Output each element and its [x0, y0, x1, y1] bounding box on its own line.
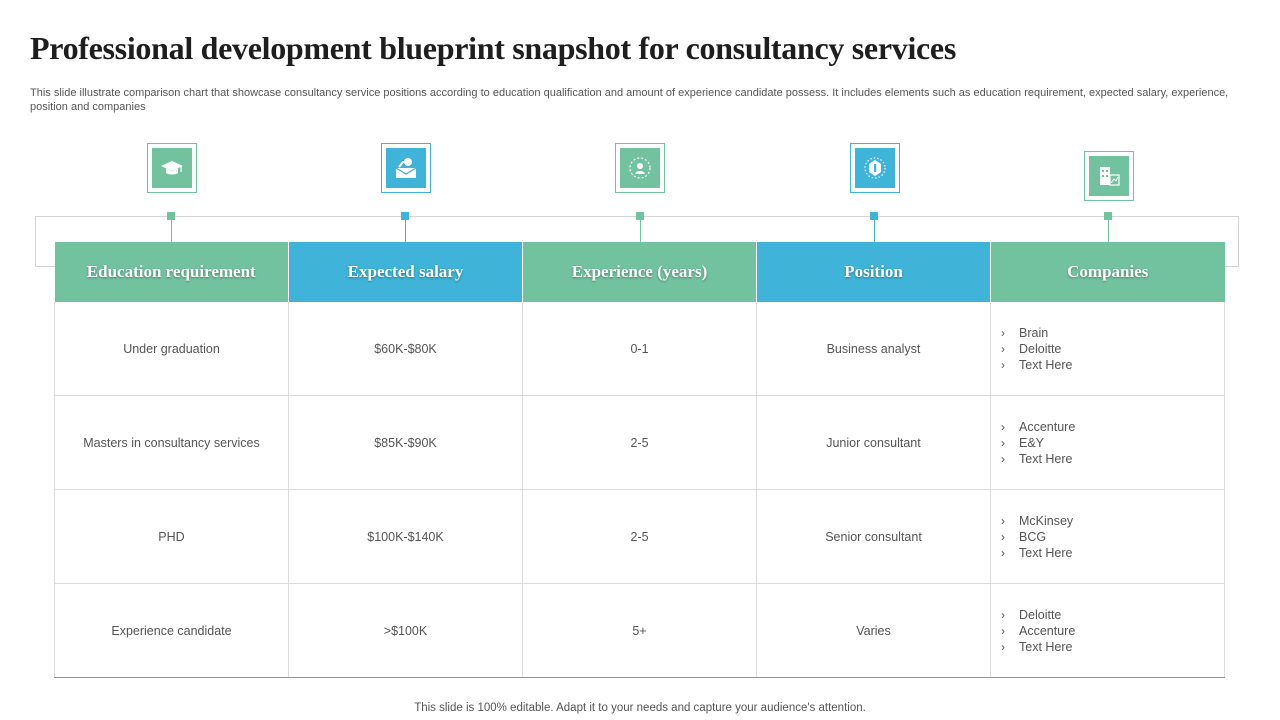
companies-cell: [991, 396, 1225, 490]
company-item: [1001, 341, 1224, 357]
company-name: Deloitte: [1019, 341, 1062, 356]
header-experience: Experience (years): [523, 242, 757, 302]
company-name: E&Y: [1019, 435, 1045, 450]
slide-title: Professional development blueprint snapshot for consultancy services: [30, 30, 956, 66]
position-cell: Junior consultant: [757, 396, 991, 490]
table-row: [55, 490, 1225, 584]
company-name: Brain: [1019, 325, 1049, 340]
graduation-cap-icon: [147, 143, 197, 193]
office-building-icon: [1084, 151, 1134, 201]
salary-cell: $60K-$80K: [289, 302, 523, 396]
company-item: [1001, 451, 1224, 467]
connector-dot: [870, 212, 878, 220]
connector-dot: [1104, 212, 1112, 220]
position-cell: Varies: [757, 584, 991, 678]
companies-list: [991, 607, 1224, 655]
company-name: Accenture: [1019, 623, 1076, 638]
chevron-right-icon: ›: [1001, 357, 1005, 372]
chevron-right-icon: ›: [1001, 419, 1005, 434]
company-name: Text Here: [1019, 545, 1073, 560]
chevron-right-icon: ›: [1001, 435, 1005, 450]
chevron-right-icon: ›: [1001, 623, 1005, 638]
position-cell: Business analyst: [757, 302, 991, 396]
position-cell: Senior consultant: [757, 490, 991, 584]
table-header-row: [55, 242, 1225, 302]
team-circle-icon: [615, 143, 665, 193]
table-row: [55, 584, 1225, 678]
table-row: [55, 302, 1225, 396]
education-cell: Masters in consultancy services: [55, 396, 289, 490]
company-item: [1001, 623, 1224, 639]
table-row: [55, 396, 1225, 490]
connector-dot: [167, 212, 175, 220]
connector-line: [640, 220, 641, 242]
header-education: Education requirement: [55, 242, 289, 302]
companies-list: [991, 513, 1224, 561]
chevron-right-icon: ›: [1001, 341, 1005, 356]
company-name: Deloitte: [1019, 607, 1062, 622]
company-item: [1001, 513, 1224, 529]
connector-line: [1108, 220, 1109, 242]
slide-footer: This slide is 100% editable. Adapt it to your needs and capture your audience's attention.: [414, 702, 866, 714]
company-item: [1001, 639, 1224, 655]
connector-line: [171, 220, 172, 242]
company-item: [1001, 325, 1224, 341]
company-name: Accenture: [1019, 419, 1076, 434]
connector-dot: [636, 212, 644, 220]
chevron-right-icon: ›: [1001, 513, 1005, 528]
companies-list: [991, 419, 1224, 467]
experience-cell: 2-5: [523, 396, 757, 490]
position-badge-icon: [850, 143, 900, 193]
company-item: [1001, 545, 1224, 561]
chevron-right-icon: ›: [1001, 545, 1005, 560]
salary-hand-icon: [381, 143, 431, 193]
companies-cell: [991, 490, 1225, 584]
experience-cell: 2-5: [523, 490, 757, 584]
company-item: [1001, 435, 1224, 451]
connector-line: [874, 220, 875, 242]
connector-dot: [401, 212, 409, 220]
education-cell: Under graduation: [55, 302, 289, 396]
experience-cell: 5+: [523, 584, 757, 678]
company-item: [1001, 357, 1224, 373]
education-cell: Experience candidate: [55, 584, 289, 678]
header-companies: Companies: [991, 242, 1225, 302]
companies-cell: [991, 302, 1225, 396]
chevron-right-icon: ›: [1001, 325, 1005, 340]
company-name: BCG: [1019, 529, 1047, 544]
education-cell: PHD: [55, 490, 289, 584]
salary-cell: $100K-$140K: [289, 490, 523, 584]
company-name: Text Here: [1019, 451, 1073, 466]
header-position: Position: [757, 242, 991, 302]
salary-cell: >$100K: [289, 584, 523, 678]
header-salary: Expected salary: [289, 242, 523, 302]
company-item: [1001, 529, 1224, 545]
company-item: [1001, 419, 1224, 435]
slide-subtitle: This slide illustrate comparison chart that showcase consultancy service positions according to education qualification and amount of experience candidate possess. It includes elements such as education requirement, expected salary, experience, position and companies: [30, 87, 1229, 113]
company-name: Text Here: [1019, 357, 1073, 372]
chevron-right-icon: ›: [1001, 639, 1005, 654]
chevron-right-icon: ›: [1001, 607, 1005, 622]
company-item: [1001, 607, 1224, 623]
company-name: McKinsey: [1019, 513, 1074, 528]
company-name: Text Here: [1019, 639, 1073, 654]
salary-cell: $85K-$90K: [289, 396, 523, 490]
chevron-right-icon: ›: [1001, 529, 1005, 544]
companies-list: [991, 325, 1224, 373]
experience-cell: 0-1: [523, 302, 757, 396]
comparison-table: [54, 242, 1225, 678]
chevron-right-icon: ›: [1001, 451, 1005, 466]
companies-cell: [991, 584, 1225, 678]
connector-line: [405, 220, 406, 242]
